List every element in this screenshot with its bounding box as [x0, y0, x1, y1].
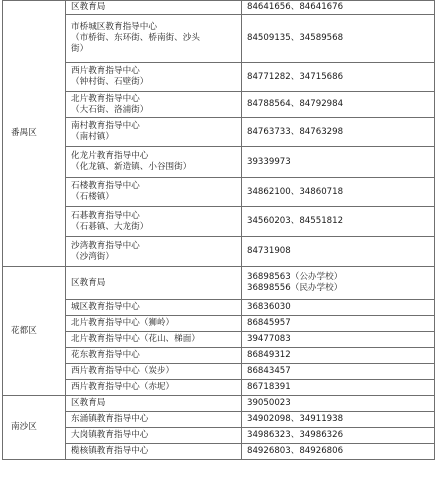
organization-cell: [66, 237, 242, 267]
phone-number-text: 86843457: [247, 366, 291, 376]
organization-cell: [66, 412, 242, 428]
table-row: [3, 444, 435, 460]
table-row: [3, 63, 435, 92]
organization-text: （市桥街、东环街、桥南街、沙头: [71, 33, 200, 43]
phone-cell: [242, 396, 435, 412]
table-row: [3, 412, 435, 428]
phone-number-text: 86845957: [247, 318, 291, 328]
organization-text: 南村教育指导中心: [71, 121, 140, 131]
table-row: [3, 147, 435, 178]
district-name-cell: 南沙区: [3, 396, 66, 460]
organization-text: 榄核镇教育指导中心: [71, 446, 149, 456]
phone-cell: [242, 364, 435, 380]
organization-text: （钟村街、石壁街）: [71, 77, 149, 87]
organization-text: （南村镇）: [71, 132, 114, 142]
phone-number-text: 86718391: [247, 382, 291, 392]
district-name-cell: 花都区: [3, 267, 66, 396]
phone-cell: [242, 207, 435, 237]
organization-cell: [66, 364, 242, 380]
phone-number-text: 84926803、84926806: [247, 446, 344, 456]
phone-number-text: 36836030: [247, 302, 291, 312]
contact-table-body: [3, 1, 435, 460]
phone-cell: [242, 316, 435, 332]
phone-cell: [242, 178, 435, 207]
phone-number-text: 39050023: [247, 398, 291, 408]
organization-text: 街）: [71, 44, 89, 54]
phone-cell: [242, 348, 435, 364]
phone-number-text: 84509135、34589568: [247, 33, 344, 43]
organization-cell: [66, 147, 242, 178]
phone-cell: [242, 63, 435, 92]
phone-cell: [242, 332, 435, 348]
organization-text: 沙湾教育指导中心: [71, 240, 140, 251]
organization-cell: [66, 15, 242, 63]
table-row: [3, 380, 435, 396]
table-row: [3, 316, 435, 332]
organization-text: （化龙镇、新造镇、小谷围街）: [71, 162, 192, 172]
table-row: [3, 300, 435, 316]
table-row: [3, 1, 435, 15]
phone-cell: [242, 1, 435, 15]
phone-number-text: 84641656、84641676: [247, 2, 344, 12]
table-row: [3, 15, 435, 63]
organization-text: （石碁镇、大龙街）: [71, 221, 149, 232]
organization-text: 化龙片教育指导中心: [71, 151, 149, 161]
education-office-contact-table: [2, 0, 435, 460]
organization-text: （沙湾街）: [71, 251, 114, 262]
phone-cell: [242, 92, 435, 118]
table-row: [3, 118, 435, 147]
phone-cell: [242, 300, 435, 316]
phone-cell: [242, 237, 435, 267]
organization-text: 东涌镇教育指导中心: [71, 414, 149, 424]
table-row: [3, 364, 435, 380]
phone-number-text: 34862100、34860718: [247, 186, 344, 197]
contact-table-container: [2, 0, 434, 460]
phone-cell: [242, 412, 435, 428]
organization-text: 城区教育指导中心: [71, 302, 140, 312]
organization-cell: [66, 396, 242, 412]
organization-cell: [66, 178, 242, 207]
organization-text: 区教育局: [71, 277, 106, 288]
organization-cell: [66, 444, 242, 460]
phone-number-text: 84788564、84792984: [247, 99, 344, 109]
phone-number-text: 36898556（民办学校）: [247, 283, 343, 293]
organization-cell: [66, 348, 242, 364]
table-row: [3, 396, 435, 412]
organization-cell: [66, 380, 242, 396]
phone-number-text: 39339973: [247, 156, 291, 167]
table-row: [3, 207, 435, 237]
table-row: [3, 267, 435, 300]
phone-number-text: 34560203、84551812: [247, 216, 344, 226]
organization-text: 北片教育指导中心（花山、梯面）: [71, 334, 200, 344]
organization-cell: [66, 92, 242, 118]
table-row: [3, 428, 435, 444]
phone-cell: [242, 380, 435, 396]
organization-cell: [66, 118, 242, 147]
organization-text: 区教育局: [71, 398, 106, 408]
organization-cell: [66, 267, 242, 300]
phone-cell: [242, 147, 435, 178]
organization-text: 西片教育指导中心（赤坭）: [71, 382, 175, 392]
table-row: [3, 178, 435, 207]
phone-number-text: 39477083: [247, 334, 291, 344]
phone-number-text: 86849312: [247, 350, 291, 360]
table-row: [3, 332, 435, 348]
organization-cell: [66, 207, 242, 237]
organization-text: 区教育局: [71, 2, 106, 12]
phone-number-text: 84763733、84763298: [247, 126, 344, 137]
phone-cell: [242, 444, 435, 460]
organization-cell: [66, 300, 242, 316]
phone-number-text: 34986323、34986326: [247, 430, 344, 440]
table-row: [3, 348, 435, 364]
organization-text: 西片教育指导中心（炭步）: [71, 366, 175, 376]
phone-number-text: 84771282、34715686: [247, 71, 344, 82]
organization-text: 石楼教育指导中心: [71, 181, 140, 191]
organization-text: 大岗镇教育指导中心: [71, 430, 149, 440]
phone-cell: [242, 15, 435, 63]
organization-text: 西片教育指导中心: [71, 66, 140, 76]
phone-number-text: 34902098、34911938: [247, 414, 344, 424]
phone-cell: [242, 428, 435, 444]
phone-cell: [242, 118, 435, 147]
organization-text: 北片教育指导中心（狮岭）: [71, 318, 175, 328]
table-row: [3, 92, 435, 118]
organization-cell: [66, 428, 242, 444]
table-row: [3, 237, 435, 267]
organization-cell: [66, 1, 242, 15]
organization-text: 北片教育指导中心: [71, 93, 140, 104]
organization-text: （石楼镇）: [71, 192, 114, 202]
organization-cell: [66, 316, 242, 332]
organization-text: （大石街、洛浦街）: [71, 104, 149, 115]
phone-cell: [242, 267, 435, 300]
phone-number-text: 84731908: [247, 246, 291, 256]
district-name-cell: 番禺区: [3, 1, 66, 267]
phone-number-text: 36898563（公办学校）: [247, 272, 343, 282]
organization-cell: [66, 63, 242, 92]
organization-text: 花东教育指导中心: [71, 350, 140, 360]
organization-cell: [66, 332, 242, 348]
organization-text: 市桥城区教育指导中心: [71, 22, 157, 32]
organization-text: 石碁教育指导中心: [71, 210, 140, 221]
